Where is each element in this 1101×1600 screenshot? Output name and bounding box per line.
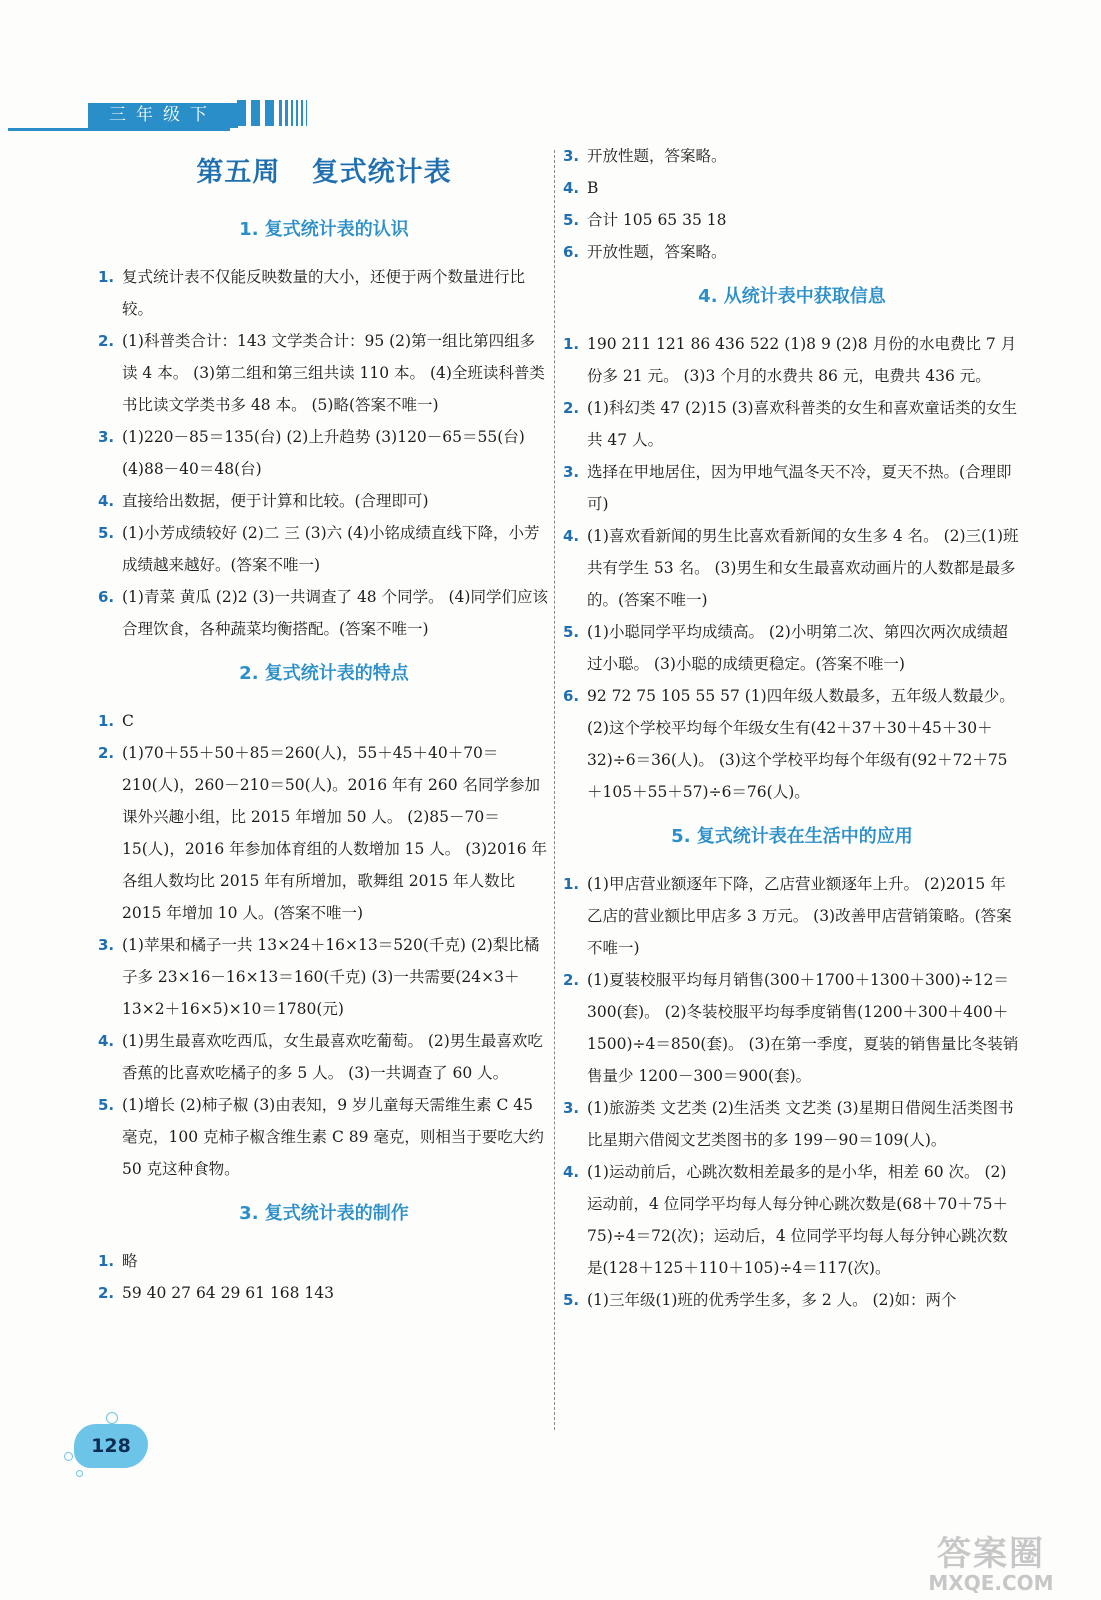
item-number: 4.	[563, 179, 580, 197]
section-title: 2. 复式统计表的特点	[239, 663, 409, 684]
item-text: (1)小聪同学平均成绩高。 (2)小明第二次、第四次两次成绩超过小聪。 (3)小聪的成绩更稳定。(答案不唯一)	[587, 623, 1008, 673]
item-number: 5.	[563, 623, 580, 641]
item-text: 开放性题，答案略。	[587, 243, 727, 261]
item-number: 1.	[563, 335, 580, 353]
answer-item	[563, 392, 1021, 456]
item-number: 6.	[563, 243, 580, 261]
item-number: 6.	[563, 687, 580, 705]
item-text: 190 211 121 86 436 522 (1)8 9 (2)8 月份的水电费比 7 月份多 21 元。 (3)3 个月的水费共 86 元，电费共 436 元。	[587, 335, 1017, 385]
section	[98, 659, 550, 1185]
item-text: 59 40 27 64 29 61 168 143	[122, 1284, 334, 1302]
item-number: 3.	[98, 936, 115, 954]
item-text: (1)增长 (2)柿子椒 (3)由表知，9 岁儿童每天需维生素 C 45 毫克，100 克柿子椒含维生素 C 89 毫克，则相当于要吃大约 50 克这种食物。	[122, 1096, 544, 1178]
left-column	[98, 150, 550, 1309]
item-number: 2.	[98, 332, 115, 350]
item-number: 6.	[98, 588, 115, 606]
item-text: (1)运动前后，心跳次数相差最多的是小华，相差 60 次。 (2)运动前，4 位同学平均每人每分钟心跳次数是(68＋70＋75＋75)÷4＝72(次)；运动后，4 位同学平均每人每分钟心跳次数是(128＋125＋110＋105)÷4＝117(次)。	[587, 1163, 1009, 1277]
grade-label: 三年级下	[88, 103, 238, 128]
item-text: (1)青菜 黄瓜 (2)2 (3)一共调查了 48 个同学。 (4)同学们应该合理饮食，各种蔬菜均衡搭配。(答案不唯一)	[122, 588, 548, 638]
answer-item	[563, 456, 1021, 520]
decorative-stripes	[237, 100, 317, 126]
answer-item	[563, 140, 1021, 172]
item-text: 直接给出数据，便于计算和比较。(合理即可)	[122, 492, 429, 510]
answer-item	[98, 325, 550, 421]
item-number: 3.	[98, 428, 115, 446]
watermark-text: 答案圈	[937, 1534, 1045, 1574]
item-text: 选择在甲地居住，因为甲地气温冬天不冷，夏天不热。(合理即可)	[587, 463, 1012, 513]
item-number: 1.	[98, 712, 115, 730]
section-title: 4. 从统计表中获取信息	[698, 286, 886, 307]
bubble-decoration	[64, 1452, 73, 1461]
answer-item	[98, 1089, 550, 1185]
section	[98, 215, 550, 645]
answer-item	[98, 485, 550, 517]
answer-item	[98, 929, 550, 1025]
answer-item	[98, 581, 550, 645]
section	[563, 282, 1021, 808]
bubble-decoration	[76, 1470, 83, 1477]
item-number: 2.	[563, 399, 580, 417]
item-text: 合计 105 65 35 18	[587, 211, 727, 229]
page-number: 128	[74, 1424, 148, 1468]
item-text: (1)旅游类 文艺类 (2)生活类 文艺类 (3)星期日借阅生活类图书比星期六借阅文艺类图书的多 199－90＝109(人)。	[587, 1099, 1014, 1149]
page-title: 第五周 复式统计表	[196, 157, 452, 188]
answer-item	[563, 1284, 1021, 1316]
answer-item	[563, 964, 1021, 1092]
item-text: (1)科幻类 47 (2)15 (3)喜欢科普类的女生和喜欢童话类的女生共 47 人。	[587, 399, 1018, 449]
answer-item	[98, 421, 550, 485]
section-title: 3. 复式统计表的制作	[239, 1203, 409, 1224]
item-number: 1.	[98, 1252, 115, 1270]
item-text: 92 72 75 105 55 57 (1)四年级人数最多，五年级人数最少。 (2)这个学校平均每个年级女生有(42＋37＋30＋45＋30＋32)÷6＝36(人)。 (3)这个学校平均每个年级有(92＋72＋75＋105＋55＋57)÷6＝76(人)。	[587, 687, 1015, 801]
item-text: (1)小芳成绩较好 (2)二 三 (3)六 (4)小铭成绩直线下降，小芳成绩越来越好。(答案不唯一)	[122, 524, 540, 574]
answer-item	[563, 328, 1021, 392]
answer-item	[563, 1092, 1021, 1156]
section-title: 1. 复式统计表的认识	[239, 219, 409, 240]
item-number: 2.	[98, 744, 115, 762]
answer-item	[98, 1277, 550, 1309]
item-number: 1.	[98, 268, 115, 286]
answer-item	[98, 737, 550, 929]
answer-item	[98, 1245, 550, 1277]
item-number: 3.	[563, 463, 580, 481]
item-text: (1)苹果和橘子一共 13×24＋16×13＝520(千克) (2)梨比橘子多 23×16－16×13＝160(千克) (3)一共需要(24×3＋13×2＋16×5)×10＝1780(元)	[122, 936, 540, 1018]
item-text: (1)三年级(1)班的优秀学生多，多 2 人。 (2)如：两个	[587, 1291, 957, 1309]
item-text: (1)甲店营业额逐年下降，乙店营业额逐年上升。 (2)2015 年乙店的营业额比甲店多 3 万元。 (3)改善甲店营销策略。(答案不唯一)	[587, 875, 1012, 957]
column-divider	[554, 150, 555, 1430]
grade-band	[8, 103, 230, 131]
watermark-logo	[891, 1536, 1091, 1596]
item-number: 4.	[98, 1032, 115, 1050]
item-text: (1)70＋55＋50＋85＝260(人)，55＋45＋40＋70＝210(人)，260－210＝50(人)。2016 年有 260 名同学参加课外兴趣小组，比 2015 年增加 50 人。 (2)85－70＝15(人)，2016 年参加体育组的人数增加 15 人。 (3)2016 年各组人数均比 2015 年有所增加，歌舞组 2015 年人数比 2015 年增加 10 人。(答案不唯一)	[122, 744, 548, 922]
item-text: (1)夏装校服平均每月销售(300＋1700＋1300＋300)÷12＝300(套)。 (2)冬装校服平均每季度销售(1200＋300＋400＋1500)÷4＝850(套)。 (3)在第一季度，夏装的销售量比冬装销售量少 1200－300＝900(套)。	[587, 971, 1019, 1085]
item-number: 5.	[563, 1291, 580, 1309]
answer-item	[563, 172, 1021, 204]
answer-item	[563, 204, 1021, 236]
item-number: 2.	[563, 971, 580, 989]
item-number: 5.	[98, 1096, 115, 1114]
answer-item	[563, 520, 1021, 616]
item-number: 3.	[563, 1099, 580, 1117]
item-text: 略	[122, 1252, 138, 1270]
item-text: (1)喜欢看新闻的男生比喜欢看新闻的女生多 4 名。 (2)三(1)班共有学生 53 名。 (3)男生和女生最喜欢动画片的人数都是最多的。(答案不唯一)	[587, 527, 1019, 609]
item-number: 4.	[563, 527, 580, 545]
watermark-domain: MXQE.COM	[928, 1571, 1054, 1595]
section	[98, 1199, 550, 1309]
answer-item	[563, 868, 1021, 964]
answer-item	[563, 1156, 1021, 1284]
answer-item	[563, 236, 1021, 268]
item-text: 复式统计表不仅能反映数量的大小，还便于两个数量进行比较。	[122, 268, 526, 318]
item-text: C	[122, 712, 134, 730]
answer-item	[563, 680, 1021, 808]
answer-item	[98, 1025, 550, 1089]
item-text: B	[587, 179, 599, 197]
answer-item	[563, 616, 1021, 680]
answer-item	[98, 261, 550, 325]
item-number: 1.	[563, 875, 580, 893]
section	[563, 822, 1021, 1316]
item-text: (1)男生最喜欢吃西瓜，女生最喜欢吃葡萄。 (2)男生最喜欢吃香蕉的比喜欢吃橘子的多 5 人。 (3)一共调查了 60 人。	[122, 1032, 543, 1082]
item-text: (1)220－85＝135(台) (2)上升趋势 (3)120－65＝55(台) (4)88－40＝48(台)	[122, 428, 525, 478]
item-number: 5.	[563, 211, 580, 229]
item-number: 5.	[98, 524, 115, 542]
item-number: 2.	[98, 1284, 115, 1302]
bubble-decoration	[106, 1412, 118, 1424]
answer-item	[98, 517, 550, 581]
item-text: (1)科普类合计：143 文学类合计：95 (2)第一组比第四组多读 4 本。 (3)第二组和第三组共读 110 本。 (4)全班读科普类书比读文学类书多 48 本。 (5)略(答案不唯一)	[122, 332, 545, 414]
item-number: 4.	[563, 1163, 580, 1181]
right-column	[563, 140, 1021, 1316]
section-title: 5. 复式统计表在生活中的应用	[671, 826, 913, 847]
answer-item	[98, 705, 550, 737]
item-number: 4.	[98, 492, 115, 510]
item-number: 3.	[563, 147, 580, 165]
item-text: 开放性题，答案略。	[587, 147, 727, 165]
